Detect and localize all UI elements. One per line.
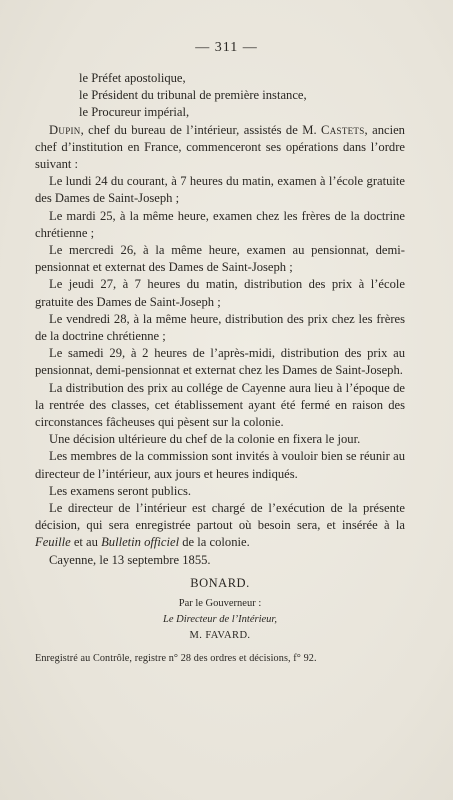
paragraph-execution: Le directeur de l’intérieur est chargé de l’exécution de la présente décision, qui sera enregistrée partout où besoin sera, et insérée à la Feuille et au Bulletin officiel de la colonie. — [35, 501, 405, 550]
paragraph: La distribution des prix au collége de Cayenne aura lieu à l’époque de la rentrée des classes, cet établissement ayant été fermé en raison des circonstances fâcheuses qui pèsent sur la colonie. — [35, 380, 405, 430]
person-name: Dupin — [49, 122, 81, 137]
page-number: — 311 — — [195, 40, 258, 55]
paragraph: Le mercredi 26, à la même heure, examen au pensionnat, demi-pensionnat et externat des Dames de Saint-Joseph ; — [35, 243, 405, 275]
paragraph: Une décision ultérieure du chef de la colonie en fixera le jour. — [49, 432, 361, 447]
page-body — [35, 70, 405, 677]
member-list — [35, 70, 405, 122]
bulletin-title: Bulletin officiel — [101, 535, 180, 550]
paragraph: Le mardi 25, à la même heure, examen chez les frères de la doctrine chrétienne ; — [35, 208, 405, 240]
directeur-name: M. FAVARD. — [189, 630, 251, 642]
feuille-title: Feuille — [35, 535, 71, 550]
paragraph: Les membres de la commission sont invités à vouloir bien se réunir au directeur de l’intérieur, aux jours et heures indiqués. — [35, 449, 405, 481]
date-line: Cayenne, le 13 septembre 1855. — [49, 552, 211, 567]
paragraph: Le lundi 24 du courant, à 7 heures du matin, examen à l’école gratuite des Dames de Saint-Joseph ; — [35, 174, 405, 206]
list-item: le Procureur impérial, — [79, 105, 190, 120]
paragraph: Les examens seront publics. — [49, 483, 191, 498]
paragraph: Le vendredi 28, à la même heure, distribution des prix chez les frères de la doctrine chrétienne ; — [35, 311, 405, 344]
paragraph: Le samedi 29, à 2 heures de l’après-midi, distribution des prix au pensionnat, demi-pensionnat et externat chez les Dames de Saint-Joseph. — [35, 346, 405, 378]
signature: BONARD. — [190, 575, 250, 590]
list-item: le Président du tribunal de première instance, — [79, 88, 307, 103]
registration-note: Enregistré au Contrôle, registre n° 28 des ordres et décisions, f° 92. — [35, 653, 317, 665]
paragraph: Le jeudi 27, à 7 heures du matin, distribution des prix à l’école gratuite des Dames de Saint-Joseph ; — [35, 277, 405, 309]
person-name: Castets — [321, 122, 365, 137]
list-item: le Préfet apostolique, — [79, 71, 186, 85]
directeur-title: Le Directeur de l’Intérieur, — [163, 614, 277, 626]
par-le-gouverneur: Par le Gouverneur : — [178, 598, 262, 610]
paragraph-operations: Dupin, chef du bureau de l’intérieur, assistés de M. Castets, ancien chef d’institution en France, commenceront ses opérations dans l’ordre suivant : — [35, 122, 405, 172]
